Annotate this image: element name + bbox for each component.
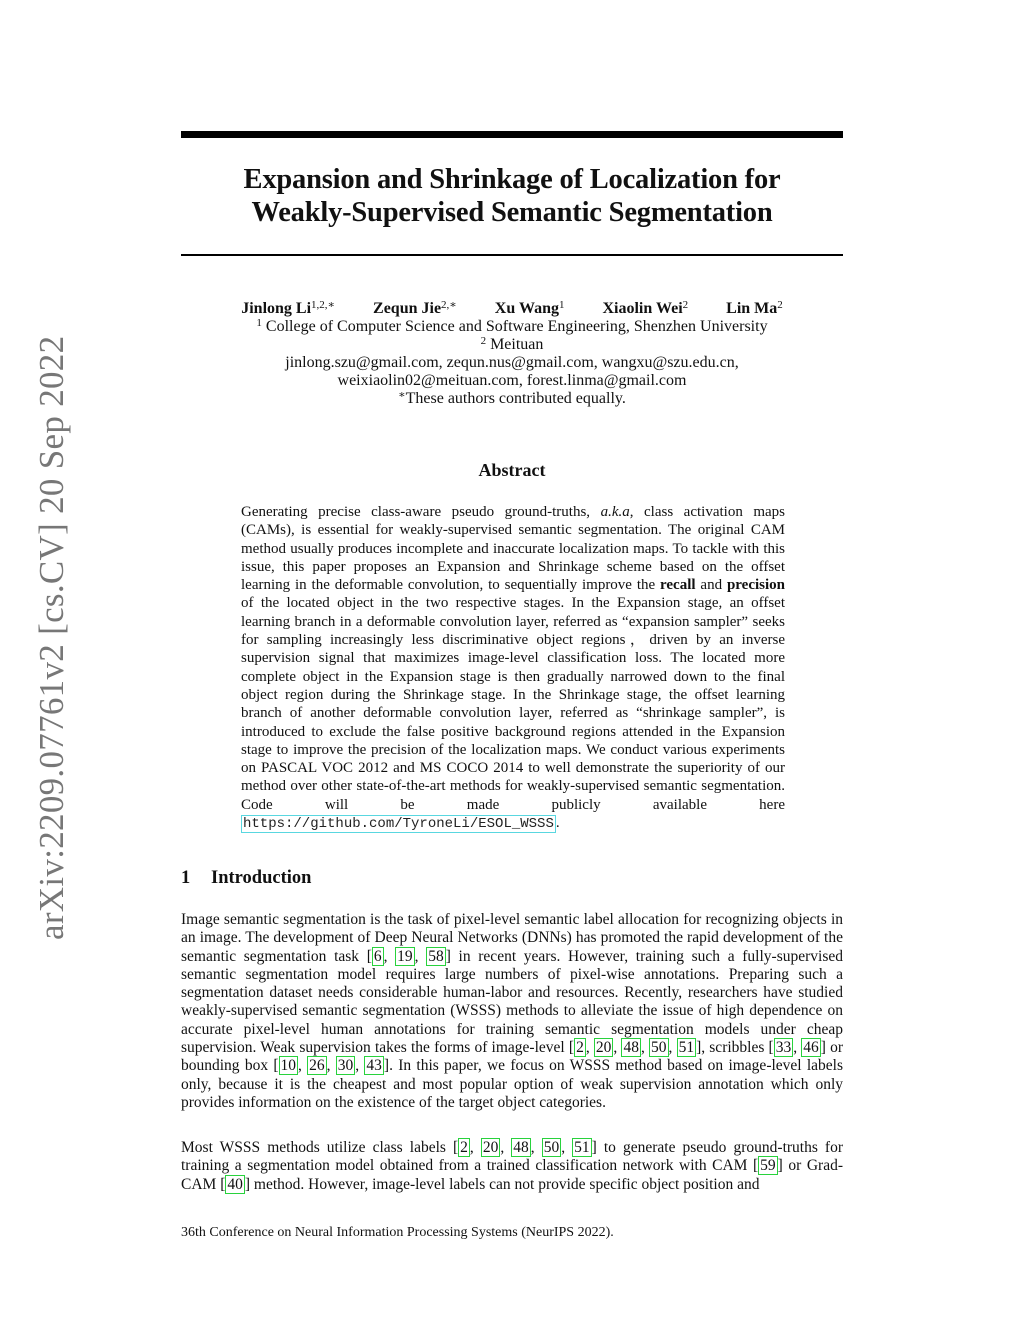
author-list [181,300,843,318]
citation-link[interactable]: 50 [543,1139,560,1156]
author-emails-1: jinlong.szu@gmail.com, zequn.nus@gmail.com, wangxu@szu.edu.cn, [285,354,739,371]
title-line-1: Expansion and Shrinkage of Localization for [243,164,781,195]
citation-link[interactable]: 2 [460,1139,468,1156]
title-line-2: Weakly-Supervised Semantic Segmentation [251,197,773,228]
arxiv-sidebar-stamp: arXiv:2209.07761v2 [cs.CV] 20 Sep 2022 [32,335,71,940]
citation-link[interactable]: 19 [397,947,413,965]
author: Xu Wang$^1$ [494,299,565,317]
author: Lin Ma$^2$ [726,299,783,317]
abstract-heading: Abstract [478,460,546,480]
affiliation-1: $^1$ College of Computer Science and Software Engineering, Shenzhen University [256,317,768,335]
citation-link[interactable]: 33 [775,1039,792,1057]
citation-link[interactable]: 6 [373,947,382,965]
citation-link[interactable]: 51 [678,1039,695,1057]
citation-link[interactable]: 10 [280,1057,296,1075]
citation-link[interactable]: 59 [760,1157,776,1175]
title-bottom-rule [181,254,843,256]
citation-link[interactable]: 46 [803,1039,819,1057]
title-top-rule [181,131,843,138]
paper-title [181,163,843,229]
citation-link[interactable]: 2 [576,1039,584,1057]
citation-link[interactable]: 51 [574,1139,590,1156]
citation-link[interactable]: 43 [366,1057,382,1075]
author: Jinlong $Li^{1,2,∗}$ [241,299,336,317]
intro-paragraph-1: Image semantic segmentation is the task of pixel-level semantic label allocation for recognizing objects in an image. The development of Deep Neural Networks (DNNs) has promoted the rapid development of the semantic segmentation task [ 6 , 19 , 58 ] in recent years. However, training such a fully-supervised semantic segmentation model requires large numbers of pixel-wise annotations. Preparing such a segmentation dataset needs considerable human-labor and resources. Recently, researchers have studied weakly-supervised semantic segmentation (WSSS) methods to alleviate the issue of high dependence on accurate pixel-level human annotations for training semantic segmentation models under cheap supervision. Weak supervision takes the forms of image-level [ 2 , 20 , 48 , 50 , 51 ], scribbles [ 33 , 46 ] or bounding box [ 10 , 26 , 30 , 43 ]. In this paper, we focus on WSSS method based on image-level labels only, because it is the cheapest and most popular option of weak supervision annotation which only provides information on the existence of the target object categories. [181,911,844,1111]
citation-link[interactable]: 48 [513,1139,529,1156]
author-block [181,300,843,408]
citation-link[interactable]: 20 [482,1139,499,1156]
citation-link[interactable]: 20 [595,1039,612,1057]
citation-link[interactable]: 30 [337,1057,354,1075]
author-emails-2: weixiaolin02@meituan.com, forest.linma@gmail.com [337,372,687,389]
citation-link[interactable]: 26 [309,1057,325,1075]
abstract-text: Generating precise class-aware pseudo ground-truths, a.k.a, class activation maps (CAMs), is essential for weakly-supervised semantic segmentation. The original CAM method usually produces incomplete and inaccurate localization maps. To tackle with this issue, this paper proposes an Expansion and Shrinkage scheme based on the offset learning in the deformable convolution, to sequentially improve the recall and precision of the located object in the two respective stages. In the Expansion stage, an offset learning branch in a deformable convolution layer, referred as “expansion sampler” seeks for sampling increasingly less discriminative object regions，driven by an inverse supervision signal that maximizes image-level classification loss. The located more complete object in the Expansion stage is then gradually narrowed down to the final object region during the Shrinkage stage. In the Shrinkage stage, the offset learning branch of another deformable convolution layer, referred as “shrinkage sampler”, is introduced to exclude the false positive background regions attended in the Expansion stage to improve the precision of the localization maps. We conduct various experiments on PASCAL VOC 2012 and MS COCO 2014 to well demonstrate the superiority of our method over other state-of-the-art methods for weakly-supervised semantic segmentation. Code will be made publicly available here https://github.com/TyroneLi/ESOL_WSSS . [241,504,786,833]
intro-paragraph-2: Most WSSS methods utilize class labels [ 2 , 20 , 48 , 50 , 51 ] to generate pseudo ground-truths for training a segmentation model obtained from a trained classification network with CAM [ 59 ] or Grad-CAM [ 40 ] method. However, image-level labels can not provide specific object position and [181,1139,844,1193]
code-link[interactable]: https://github.com/TyroneLi/ESOL_WSSS [243,816,554,833]
author: Xiaolin Wei$^2$ [602,299,689,317]
affiliation-2: $^2$ Meituan [480,335,544,353]
citation-link[interactable]: 50 [651,1039,667,1057]
citation-link[interactable]: 40 [227,1175,243,1193]
section-heading-introduction: 1 Introduction [181,868,312,888]
conference-footer: 36th Conference on Neural Information Processing Systems (NeurIPS 2022). [181,1225,614,1240]
equal-contribution-note: ∗These authors contributed equally. [398,389,626,407]
citation-link[interactable]: 58 [428,947,444,965]
author: Zequn Jie$^{2,∗}$ [373,299,457,317]
citation-link[interactable]: 48 [623,1039,639,1057]
